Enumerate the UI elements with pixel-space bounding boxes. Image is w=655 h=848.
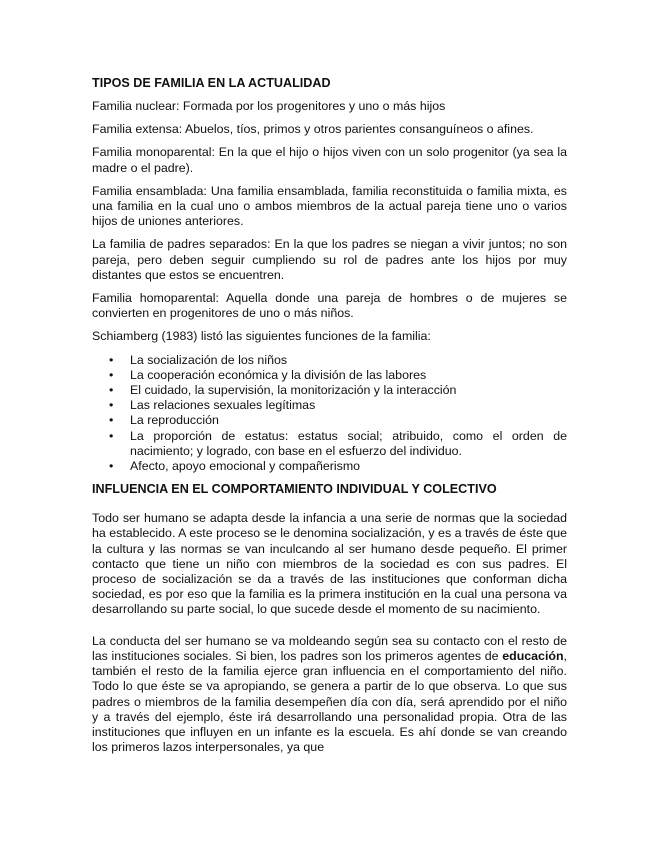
list-item: • La cooperación económica y la división de las labores <box>130 368 567 383</box>
paragraph-schiamberg-intro: Schiamberg (1983) listó las siguientes funciones de la familia: <box>92 329 431 344</box>
paragraph-text-end: , también el resto de la familia ejerce gran influencia en el comportamiento del niño. Todo lo que éste se va apropiando, se genera a partir de lo que observa. Lo que sus padres o miembros de la familia desempeñen día con día, será aprendido por el niño y a través del ejemplo, éste irá desarrollando una personalidad propia. Otra de las instituciones que influyen en un infante es la escuela. Es ahí donde se van creando los primeros lazos interpersonales, ya que <box>92 648 567 755</box>
bold-term-education: educación <box>502 648 564 663</box>
list-item: • Las relaciones sexuales legítimas <box>130 398 567 413</box>
paragraph-behavior-shaping <box>92 634 567 756</box>
paragraph-separated-parents: La familia de padres separados: En la que los padres se niegan a vivir juntos; no son pareja, pero deben seguir cumpliendo su rol de padres ante los hijos por muy distantes que estos se encuentren. <box>92 237 567 282</box>
paragraph-blended-family: Familia ensamblada: Una familia ensamblada, familia reconstituida o familia mixta, es una familia en la cual uno o ambos miembros de la actual pareja tiene uno o varios hijos de uniones anteriores. <box>92 183 567 229</box>
paragraph-text-start: La conducta del ser humano se va moldeando según sea su contacto con el resto de las instituciones sociales. Si bien, los padres son los primeros agentes de <box>92 633 567 663</box>
paragraph-homoparental-family: Familia homoparental: Aquella donde una pareja de hombres o de mujeres se convierten en progenitores de uno o más niños. <box>92 291 567 321</box>
paragraph-extended-family: Familia extensa: Abuelos, tíos, primos y otros parientes consanguíneos o afines. <box>92 122 534 137</box>
section-heading-family-types: TIPOS DE FAMILIA EN LA ACTUALIDAD <box>92 76 331 90</box>
list-item: • La socialización de los niños <box>130 353 567 368</box>
list-item: • Afecto, apoyo emocional y compañerismo <box>130 459 567 474</box>
list-item: • La proporción de estatus: estatus social; atribuido, como el orden de nacimiento; y logrado, con base en el esfuerzo del individuo. <box>130 429 567 459</box>
paragraph-socialization: Todo ser humano se adapta desde la infancia a una serie de normas que la sociedad ha establecido. A este proceso se le denomina socialización, y es a través de éste que la cultura y las normas se van inculcando al ser humano desde pequeño. El primer contacto que tiene un niño con miembros de la sociedad es con sus padres. El proceso de socialización se da a través de las instituciones que conforman dicha sociedad, es por eso que la familia es la primera institución en la cual una persona va desarrollando su parte social, lo que sucede desde el momento de su nacimiento. <box>92 511 567 617</box>
section-heading-behavior-influence: INFLUENCIA EN EL COMPORTAMIENTO INDIVIDUAL Y COLECTIVO <box>92 482 497 497</box>
family-functions-list <box>92 353 567 475</box>
list-item: • El cuidado, la supervisión, la monitorización y la interacción <box>130 383 567 398</box>
paragraph-nuclear-family: Familia nuclear: Formada por los progenitores y uno o más hijos <box>92 99 446 113</box>
list-item: • La reproducción <box>130 413 567 428</box>
paragraph-single-parent-family: Familia monoparental: En la que el hijo o hijos viven con un solo progenitor (ya sea la madre o el padre). <box>92 145 567 175</box>
